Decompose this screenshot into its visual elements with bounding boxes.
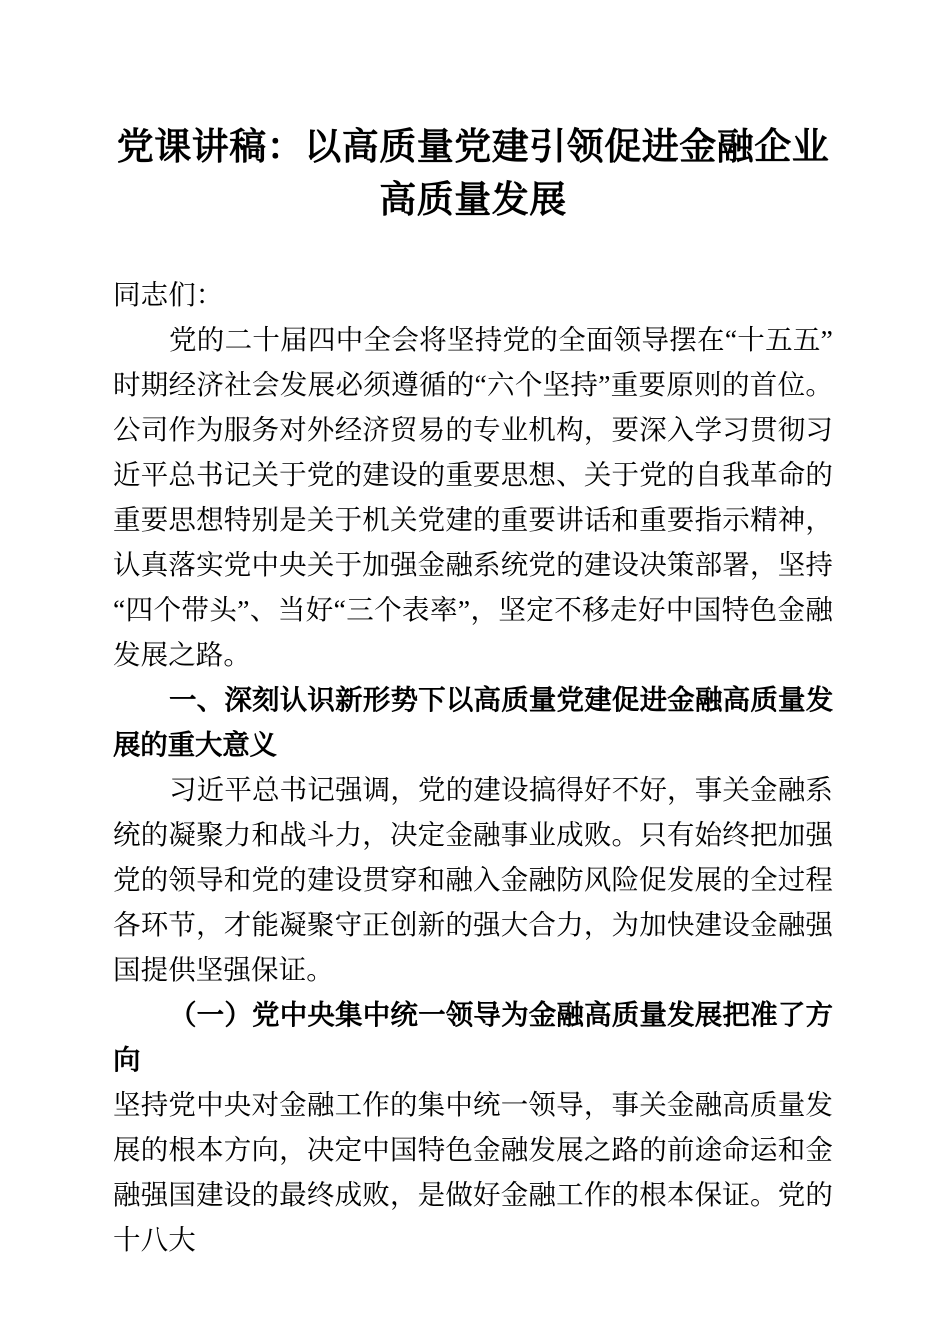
subsection-1-1-heading: （一）党中央集中统一领导为金融高质量发展把准了方向 — [113, 999, 833, 1075]
title-spacer — [113, 227, 833, 272]
intro-paragraph: 党的二十届四中全会将坚持党的全面领导摆在“十五五”时期经济社会发展必须遵循的“六个坚持”重要原则的首位。公司作为服务对外经济贸易的专业机构，要深入学习贯彻习近平总书记关于党的建设的重要思想、关于党的自我革命的重要思想特别是关于机关党建的重要讲话和重要指示精神，认真落实党中央关于加强金融系统党的建设决策部署，坚持“四个带头”、当好“三个表率”，坚定不移走好中国特色金融发展之路。 — [113, 324, 833, 670]
document-body — [113, 0, 833, 1262]
page-title: 党课讲稿：以高质量党建引领促进金融企业高质量发展 — [116, 127, 830, 221]
section-1-paragraph-1: 习近平总书记强调，党的建设搞得好不好，事关金融系统的凝聚力和战斗力，决定金融事业成败。只有始终把加强党的领导和党的建设贯穿和融入金融防风险促发展的全过程各环节，才能凝聚守正创新的强大合力，为加快建设金融强国提供坚强保证。 — [113, 774, 833, 985]
subsection-1-1-paragraph: 坚持党中央对金融工作的集中统一领导，事关金融高质量发展的根本方向，决定中国特色金融发展之路的前途命运和金融强国建设的最终成败，是做好金融工作的根本保证。党的十八大 — [113, 1089, 833, 1255]
salutation: 同志们： — [113, 279, 224, 310]
section-1-heading: 一、深刻认识新形势下以高质量党建促进金融高质量发展的重大意义 — [113, 684, 833, 760]
